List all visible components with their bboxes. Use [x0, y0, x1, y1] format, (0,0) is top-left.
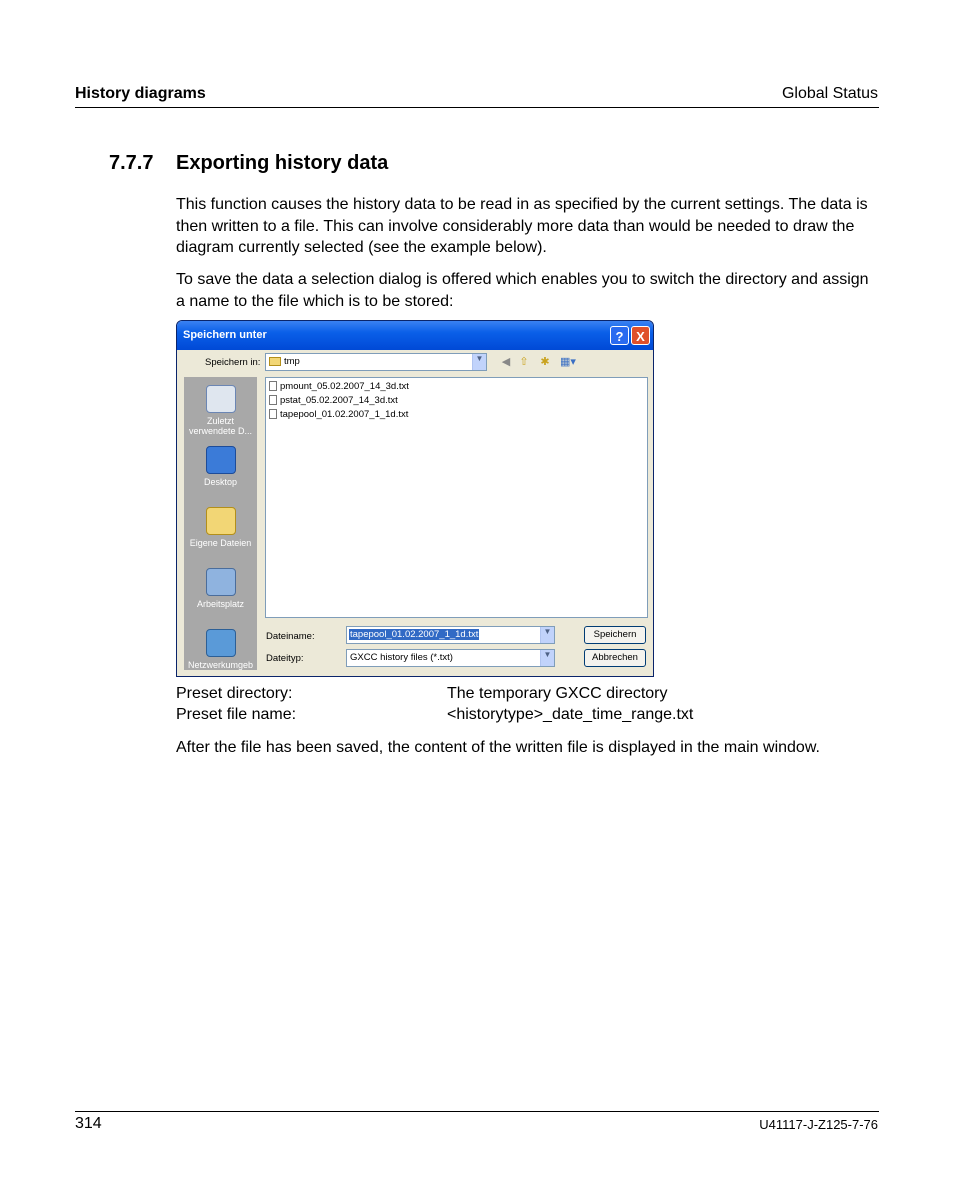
- footer-rule: [75, 1111, 879, 1112]
- preset-filename-value: <historytype>_date_time_range.txt: [447, 706, 694, 723]
- save-button[interactable]: Speichern: [584, 626, 646, 644]
- filetype-label: Dateityp:: [266, 653, 304, 664]
- file-list[interactable]: [265, 377, 648, 618]
- save-as-dialog: [176, 320, 654, 677]
- place-my-computer[interactable]: [184, 568, 257, 609]
- filename-input[interactable]: [346, 626, 555, 644]
- running-header-left: History diagrams: [75, 85, 206, 102]
- paragraph-dialog: To save the data a selection dialog is offered which enables you to switch the directory and assign a name to the file which is to be stored:: [176, 271, 869, 310]
- paragraph-intro: This function causes the history data to be read in as specified by the current settings. The data is then written to a file. This can involve considerably more data than would be needed to draw the diagram currently selected (see the example below).: [176, 196, 868, 256]
- preset-filename-key: Preset file name:: [176, 706, 297, 723]
- place-label: Eigene Dateien: [189, 538, 252, 548]
- dialog-titlebar: [177, 321, 653, 350]
- text-file-icon: [269, 381, 277, 391]
- help-button[interactable]: ?: [610, 326, 629, 345]
- list-item[interactable]: [269, 409, 408, 420]
- document-id: U41117-J-Z125-7-76: [759, 1117, 878, 1132]
- desktop-icon: [206, 446, 236, 474]
- place-label: Zuletzt verwendete D...: [188, 416, 253, 436]
- header-rule: [75, 107, 879, 108]
- places-bar: [184, 377, 257, 670]
- place-desktop[interactable]: [184, 446, 257, 487]
- place-label: Arbeitsplatz: [196, 599, 245, 609]
- filetype-value: GXCC history files (*.txt): [350, 652, 453, 663]
- section-number: 7.7.7: [109, 152, 154, 174]
- page-number: 314: [75, 1115, 102, 1132]
- view-menu-icon[interactable]: ▦▾: [560, 356, 576, 368]
- file-name: pmount_05.02.2007_14_3d.txt: [280, 381, 409, 392]
- running-header-right: Global Status: [781, 85, 878, 102]
- my-documents-icon: [206, 507, 236, 535]
- place-label: Desktop: [203, 477, 238, 487]
- text-file-icon: [269, 409, 277, 419]
- up-folder-icon[interactable]: ⇧: [519, 356, 529, 368]
- chevron-down-icon[interactable]: ▼: [540, 627, 554, 643]
- filename-label: Dateiname:: [266, 631, 315, 642]
- section-title: Exporting history data: [176, 152, 389, 174]
- filetype-select[interactable]: [346, 649, 555, 667]
- filename-value: tapepool_01.02.2007_1_1d.txt: [350, 629, 479, 640]
- save-in-value: tmp: [284, 356, 300, 367]
- my-computer-icon: [206, 568, 236, 596]
- list-item[interactable]: [269, 381, 409, 392]
- back-icon[interactable]: ◀: [501, 356, 511, 368]
- chevron-down-icon[interactable]: ▼: [540, 650, 554, 666]
- place-label: Netzwerkumgeb: [187, 660, 254, 670]
- recent-documents-icon: [206, 385, 236, 413]
- place-network[interactable]: [184, 629, 257, 670]
- save-in-label: Speichern in:: [205, 357, 261, 368]
- save-in-combo[interactable]: [265, 353, 487, 371]
- cancel-button[interactable]: Abbrechen: [584, 649, 646, 667]
- place-recent[interactable]: [184, 385, 257, 436]
- dialog-title: Speichern unter: [183, 329, 267, 341]
- text-file-icon: [269, 395, 277, 405]
- preset-directory-key: Preset directory:: [176, 685, 293, 702]
- network-icon: [206, 629, 236, 657]
- new-folder-icon[interactable]: ✱: [540, 356, 550, 368]
- folder-icon: [269, 357, 281, 366]
- chevron-down-icon[interactable]: ▼: [472, 354, 486, 370]
- file-name: tapepool_01.02.2007_1_1d.txt: [280, 409, 409, 420]
- close-button[interactable]: X: [631, 326, 650, 345]
- place-my-documents[interactable]: [184, 507, 257, 548]
- list-item[interactable]: [269, 395, 398, 406]
- file-name: pstat_05.02.2007_14_3d.txt: [280, 395, 398, 406]
- paragraph-after-save: After the file has been saved, the content of the written file is displayed in the main window.: [176, 739, 820, 756]
- preset-directory-value: The temporary GXCC directory: [447, 685, 668, 702]
